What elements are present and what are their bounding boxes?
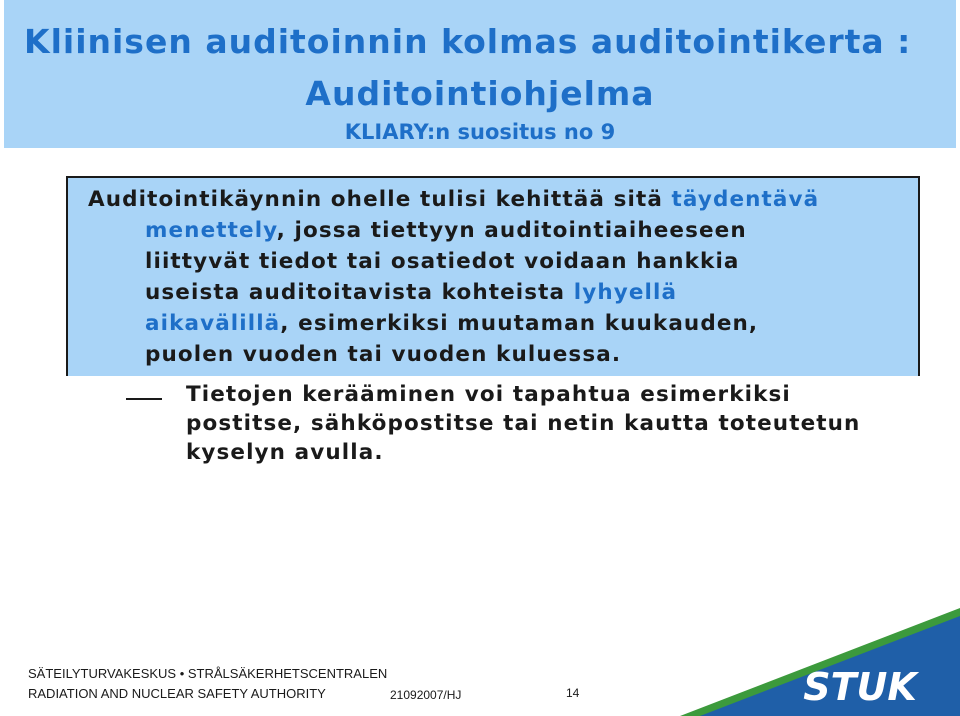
page-number: 14 [566, 686, 580, 700]
slide-source: KLIARY:n suositus no 9 [344, 120, 616, 144]
logo-text: STUK [803, 665, 917, 709]
text-line: kyselyn avulla. [186, 440, 384, 465]
main-point-text [88, 184, 918, 370]
stuk-logo [560, 596, 960, 716]
text-line: useista auditoitavista kohteista lyhyellä [145, 280, 678, 305]
text-line: liittyvät tiedot tai osatiedot voidaan hankkia [145, 249, 740, 274]
dash-bullet [126, 398, 162, 400]
slide-subtitle: Auditointiohjelma [305, 74, 655, 113]
text-line: postitse, sähköpostitse tai netin kautta toteutetun [186, 411, 861, 436]
slide-title: Kliinisen auditoinnin kolmas auditointikerta : [24, 22, 912, 61]
highlight-term: menettely [145, 218, 277, 243]
text-line: puolen vuoden tai vuoden kuluessa. [145, 342, 622, 367]
sub-point-text [186, 380, 946, 467]
highlight-term: täydentävä [671, 187, 820, 212]
text-line: aikavälillä, esimerkiksi muutaman kuukauden, [145, 311, 759, 336]
footer-authority: RADIATION AND NUCLEAR SAFETY AUTHORITY [28, 686, 326, 701]
highlight-term: aikavälillä [145, 311, 281, 336]
highlight-term: lyhyellä [573, 280, 678, 305]
footer-document-code: 21092007/HJ [390, 688, 462, 702]
text-line: Tietojen kerääminen voi tapahtua esimerkiksi [186, 382, 791, 407]
text-line: menettely, jossa tiettyyn auditointiaiheeseen [145, 218, 747, 243]
footer-organization: SÄTEILYTURVAKESKUS • STRÅLSÄKERHETSCENTRALEN [28, 666, 388, 681]
text-line: Auditointikäynnin ohelle tulisi kehittää sitä täydentävä [88, 187, 820, 212]
